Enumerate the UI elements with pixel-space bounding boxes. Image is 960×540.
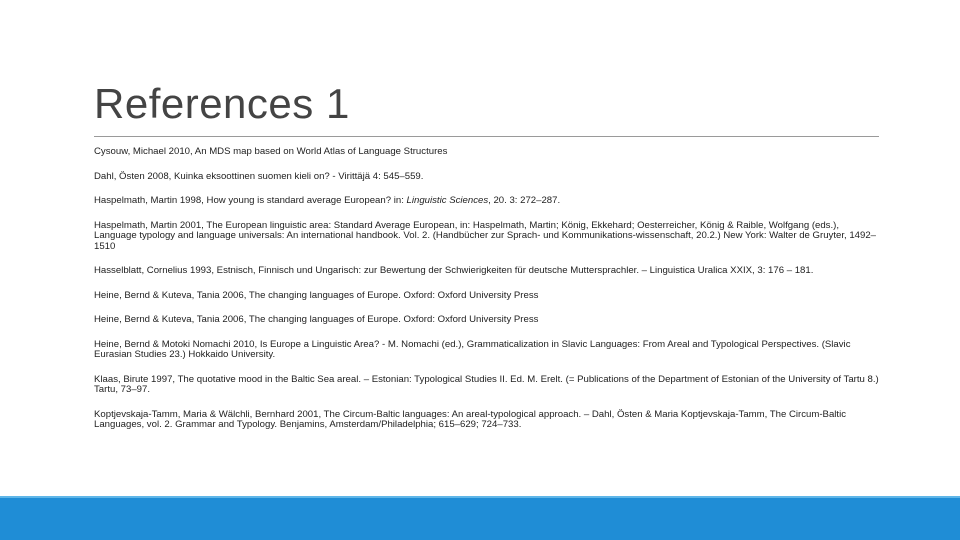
footer-bar [0, 498, 960, 540]
reference-text: The European linguistic area: Standard Average European, in: Haspelmath, Martin; König, Ekkehard; Oesterreicher, König & Raible, Wolfgang (eds.), Language typology and language universals: An international handbook. Vol. 2. (Handbücher zur Sprach- und Kommunikations-wissenschaft, 20.2.) New York: Walter de Gruyter, 1492–1510 [94, 219, 877, 252]
reference-item [94, 147, 879, 158]
reference-author: Cysouw, Michael 2010, [94, 146, 193, 157]
reference-author: Dahl, Östen 2008, [94, 170, 172, 182]
reference-author: Heine, Bernd & Kuteva, Tania 2006, [94, 314, 247, 325]
reference-text: An MDS map based on World Atlas of Language Structures [192, 146, 448, 157]
reference-item [94, 410, 879, 431]
reference-author: Koptjevskaja-Tamm, Maria & Wälchli, Bernhard 2001, [94, 408, 322, 420]
reference-author: Heine, Bernd & Kuteva, Tania 2006, [94, 289, 247, 301]
reference-text: How young is standard average European? in: [203, 195, 407, 206]
reference-item [94, 315, 879, 326]
reference-text: The quotative mood in the Baltic Sea areal. – Estonian: Typological Studies II. Ed. M. Erelt. (= Publications of the Department of Estonian of the University of Tartu 8.) Tartu, 73–97. [94, 373, 879, 395]
title-divider [94, 136, 879, 137]
reference-item [94, 172, 879, 183]
reference-author: Haspelmath, Martin 2001, [94, 219, 204, 231]
reference-item [94, 266, 879, 277]
reference-list [94, 147, 879, 431]
reference-text: Estnisch, Finnisch und Ungarisch: zur Bewertung der Schwierigkeiten für deutsche Muttersprachler. – Linguistica Uralica XXIX, 3: 176 – 181. [214, 265, 814, 276]
slide-title: References 1 [94, 80, 350, 127]
reference-author: Heine, Bernd & Motoki Nomachi 2010, [94, 338, 258, 350]
reference-text: The Circum-Baltic languages: An areal-typological approach. – Dahl, Östen & Maria Koptjevskaja-Tamm, The Circum-Baltic Languages, vol. 2. Grammar and Typology. Benjamins, Amsterdam/Philadelphia; 615–629; 724–733. [94, 408, 847, 430]
reference-tail: , 20. 3: 272–287. [488, 195, 561, 206]
reference-journal: Linguistic Sciences [406, 195, 489, 206]
reference-text: The changing languages of Europe. Oxford: Oxford University Press [246, 314, 539, 325]
reference-item [94, 340, 879, 361]
reference-author: Hasselblatt, Cornelius 1993, [94, 265, 214, 276]
reference-item [94, 221, 879, 253]
reference-item [94, 196, 879, 207]
reference-text: Is Europe a Linguistic Area? - M. Nomachi (ed.), Grammaticalization in Slavic Languages: From Areal and Typological Perspectives. (Slavic Eurasian Studies 23.) Hokkaido University. [94, 338, 851, 360]
reference-author: Klaas, Birute 1997, [94, 373, 176, 385]
reference-text: Kuinka eksoottinen suomen kieli on? - Virittäjä 4: 545–559. [171, 170, 424, 182]
reference-text: The changing languages of Europe. Oxford: Oxford University Press [246, 289, 539, 301]
reference-author: Haspelmath, Martin 1998, [94, 195, 204, 206]
reference-item [94, 375, 879, 396]
reference-item [94, 291, 879, 302]
